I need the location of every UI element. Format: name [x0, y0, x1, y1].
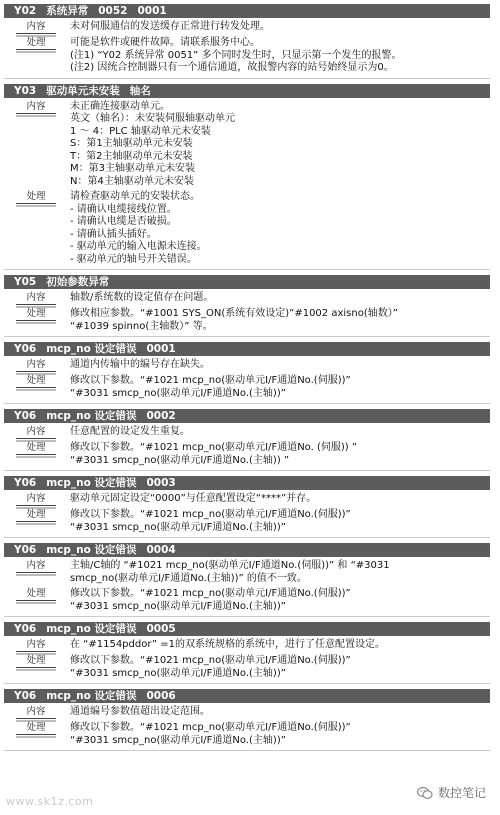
content-tag: 内容: [16, 639, 56, 652]
content-tag: 内容: [16, 359, 56, 372]
alarm-subcode: 0003: [146, 477, 176, 489]
action-text: 修改以下参数。“#1021 mcp_no(驱动单元I/F通道No.(伺服))” “#3031 smcp_no(驱动单元I/F通道No.(主轴))”: [70, 588, 351, 612]
action-text: 修改以下参数。“#1021 mcp_no(驱动单元I/F通道No.(伺服))” “#3031 smcp_no(驱动单元I/F通道No.(主轴))”: [70, 375, 351, 399]
action-tag: 处理: [16, 655, 56, 668]
alarm-subcode: 轴名: [129, 84, 151, 97]
alarm-code: Y06: [14, 544, 37, 556]
block-divider: [4, 616, 490, 617]
block-divider: [4, 269, 490, 270]
alarm-subcode: 0001: [146, 343, 176, 355]
alarm-header: [4, 689, 490, 703]
alarm-block: [4, 84, 490, 271]
action-row: [4, 442, 490, 467]
content-row: [4, 426, 490, 439]
alarm-block: [4, 342, 490, 404]
alarm-block: [4, 622, 490, 684]
alarm-title: mcp_no 设定错误: [46, 343, 137, 355]
site-watermark: www.sk1z.com: [6, 795, 94, 808]
alarm-title: mcp_no 设定错误: [46, 544, 137, 556]
alarm-header: [4, 342, 490, 356]
action-row: [4, 191, 490, 266]
alarm-block: [4, 476, 490, 538]
alarm-block: [4, 275, 490, 337]
block-divider: [4, 683, 490, 684]
block-divider: [4, 403, 490, 404]
brand-badge: [417, 784, 486, 801]
alarm-subcode: 0001: [137, 5, 167, 17]
content-text: 通道内传输中的编号存在缺失。: [70, 359, 210, 370]
content-text: 未正确连接驱动单元。 英文（轴名）：未安装伺服轴驱动单元 1 ～ 4：PLC 轴驱动单元未安装 S：第1主轴驱动单元未安装 T：第2主轴驱动单元未安装 M：第3主轴驱动单元未安装 N：第4主轴驱动单元未安装: [70, 100, 235, 187]
alarm-code: Y03: [14, 84, 37, 97]
alarm-title: 驱动单元未安装: [46, 84, 120, 97]
alarm-subcode: 0005: [146, 623, 176, 635]
alarm-title: 初始参数异常: [46, 276, 110, 288]
alarm-title: mcp_no 设定错误: [46, 410, 137, 422]
content-tag: 内容: [16, 493, 56, 506]
brand-label: 数控笔记: [437, 786, 486, 800]
alarm-list: [4, 4, 490, 756]
block-divider: [4, 470, 490, 471]
content-text: 在 “#1154pddor” =1的双系统规格的系统中，进行了任意配置设定。: [70, 639, 385, 650]
block-divider: [4, 78, 490, 79]
action-text: 修改以下参数。“#1021 mcp_no(驱动单元I/F通道No. (伺服)) ” “#3031 smcp_no(驱动单元I/F通道No.(主轴)) ”: [70, 442, 358, 466]
content-text: 通道编号参数值超出设定范围。: [70, 706, 210, 717]
alarm-code: Y02: [14, 5, 37, 17]
action-tag: 处理: [16, 308, 56, 321]
alarm-block: [4, 4, 490, 79]
content-row: [4, 292, 490, 305]
action-tag: 处理: [16, 588, 56, 601]
action-text: 修改以下参数。“#1021 mcp_no(驱动单元I/F通道No.(伺服))” “#3031 smcp_no(驱动单元I/F通道No.(主轴))”: [70, 655, 351, 679]
alarm-code: Y06: [14, 690, 37, 702]
action-text: 修改以下参数。“#1021 mcp_no(驱动单元I/F通道No.(伺服))” “#3031 smcp_no(驱动单元I/F通道No.(主轴))”: [70, 509, 351, 533]
alarm-subcode: 0004: [146, 544, 176, 556]
alarm-header: [4, 84, 490, 98]
alarm-header: [4, 275, 490, 289]
content-text: 未对伺服通信的发送缓存正常进行转发处理。: [70, 21, 270, 32]
alarm-code: Y06: [14, 410, 37, 422]
action-row: [4, 308, 490, 333]
content-tag: 内容: [16, 21, 56, 34]
content-text: 驱动单元固定设定“0000”与任意配置设定“****”并存。: [70, 493, 317, 504]
content-tag: 内容: [16, 292, 56, 305]
action-row: [4, 722, 490, 747]
action-text: 修改相应参数。“#1001 SYS_ON(系统有效设定)”#1002 axisno(轴数）” “#1039 spinno(主轴数）” 等。: [70, 308, 398, 332]
alarm-title: 系统异常: [46, 5, 89, 17]
alarm-code: Y06: [14, 477, 37, 489]
alarm-header: [4, 476, 490, 490]
alarm-code: Y06: [14, 343, 37, 355]
alarm-subcode: 0052: [98, 5, 128, 17]
content-row: [4, 21, 490, 34]
content-row: [4, 493, 490, 506]
block-divider: [4, 537, 490, 538]
alarm-header: [4, 409, 490, 423]
content-tag: 内容: [16, 426, 56, 439]
content-tag: 内容: [16, 706, 56, 719]
action-row: [4, 375, 490, 400]
action-text: 请检查驱动单元的安装状态。 - 请确认电缆接线位置。 - 请确认电缆是否破损。 - 请确认插头插好。 - 驱动单元的输入电源未连接。 - 驱动单元的轴号开关错误。: [70, 191, 207, 265]
action-text: 修改以下参数。“#1021 mcp_no(驱动单元I/F通道No.(伺服))” “#3031 smcp_no(驱动单元I/F通道No.(主轴))”: [70, 722, 351, 746]
action-row: [4, 509, 490, 534]
alarm-title: mcp_no 设定错误: [46, 623, 137, 635]
action-row: [4, 588, 490, 613]
alarm-title: mcp_no 设定错误: [46, 690, 137, 702]
content-text: 任意配置的设定发生重复。: [70, 426, 190, 437]
alarm-block: [4, 543, 490, 617]
wechat-icon: [417, 786, 433, 800]
action-row: [4, 655, 490, 680]
alarm-block: [4, 409, 490, 471]
content-row: [4, 359, 490, 372]
alarm-header: [4, 543, 490, 557]
content-tag: 内容: [16, 560, 56, 573]
block-divider: [4, 750, 490, 751]
content-row: [4, 706, 490, 719]
alarm-header: [4, 4, 490, 18]
content-text: 主轴/C轴的 “#1021 mcp_no(驱动单元I/F通道No.(伺服))” 和 “#3031 smcp_no(驱动单元I/F通道No.(主轴))” 的值不一致。: [70, 560, 390, 584]
action-text: 可能是软件或硬件故障。请联系服务中心。 (注1) “Y02 系统异常 0051” 多个同时发生时，只显示第一个发生的报警。 (注2) 因统合控制器只有一个通信通道，故报警内容的站号始终显示为0。: [70, 37, 402, 73]
alarm-header: [4, 622, 490, 636]
block-divider: [4, 336, 490, 337]
action-tag: 处理: [16, 37, 56, 50]
action-tag: 处理: [16, 509, 56, 522]
action-row: [4, 37, 490, 75]
action-tag: 处理: [16, 191, 56, 204]
alarm-code: Y05: [14, 276, 37, 288]
content-text: 轴数/系统数的设定值存在问题。: [70, 292, 214, 303]
content-row: [4, 101, 490, 189]
content-tag: 内容: [16, 101, 56, 114]
content-row: [4, 639, 490, 652]
action-tag: 处理: [16, 722, 56, 735]
content-row: [4, 560, 490, 585]
alarm-code: Y06: [14, 623, 37, 635]
alarm-block: [4, 689, 490, 751]
alarm-title: mcp_no 设定错误: [46, 477, 137, 489]
action-tag: 处理: [16, 442, 56, 455]
alarm-subcode: 0002: [146, 410, 176, 422]
action-tag: 处理: [16, 375, 56, 388]
alarm-subcode: 0006: [146, 690, 176, 702]
